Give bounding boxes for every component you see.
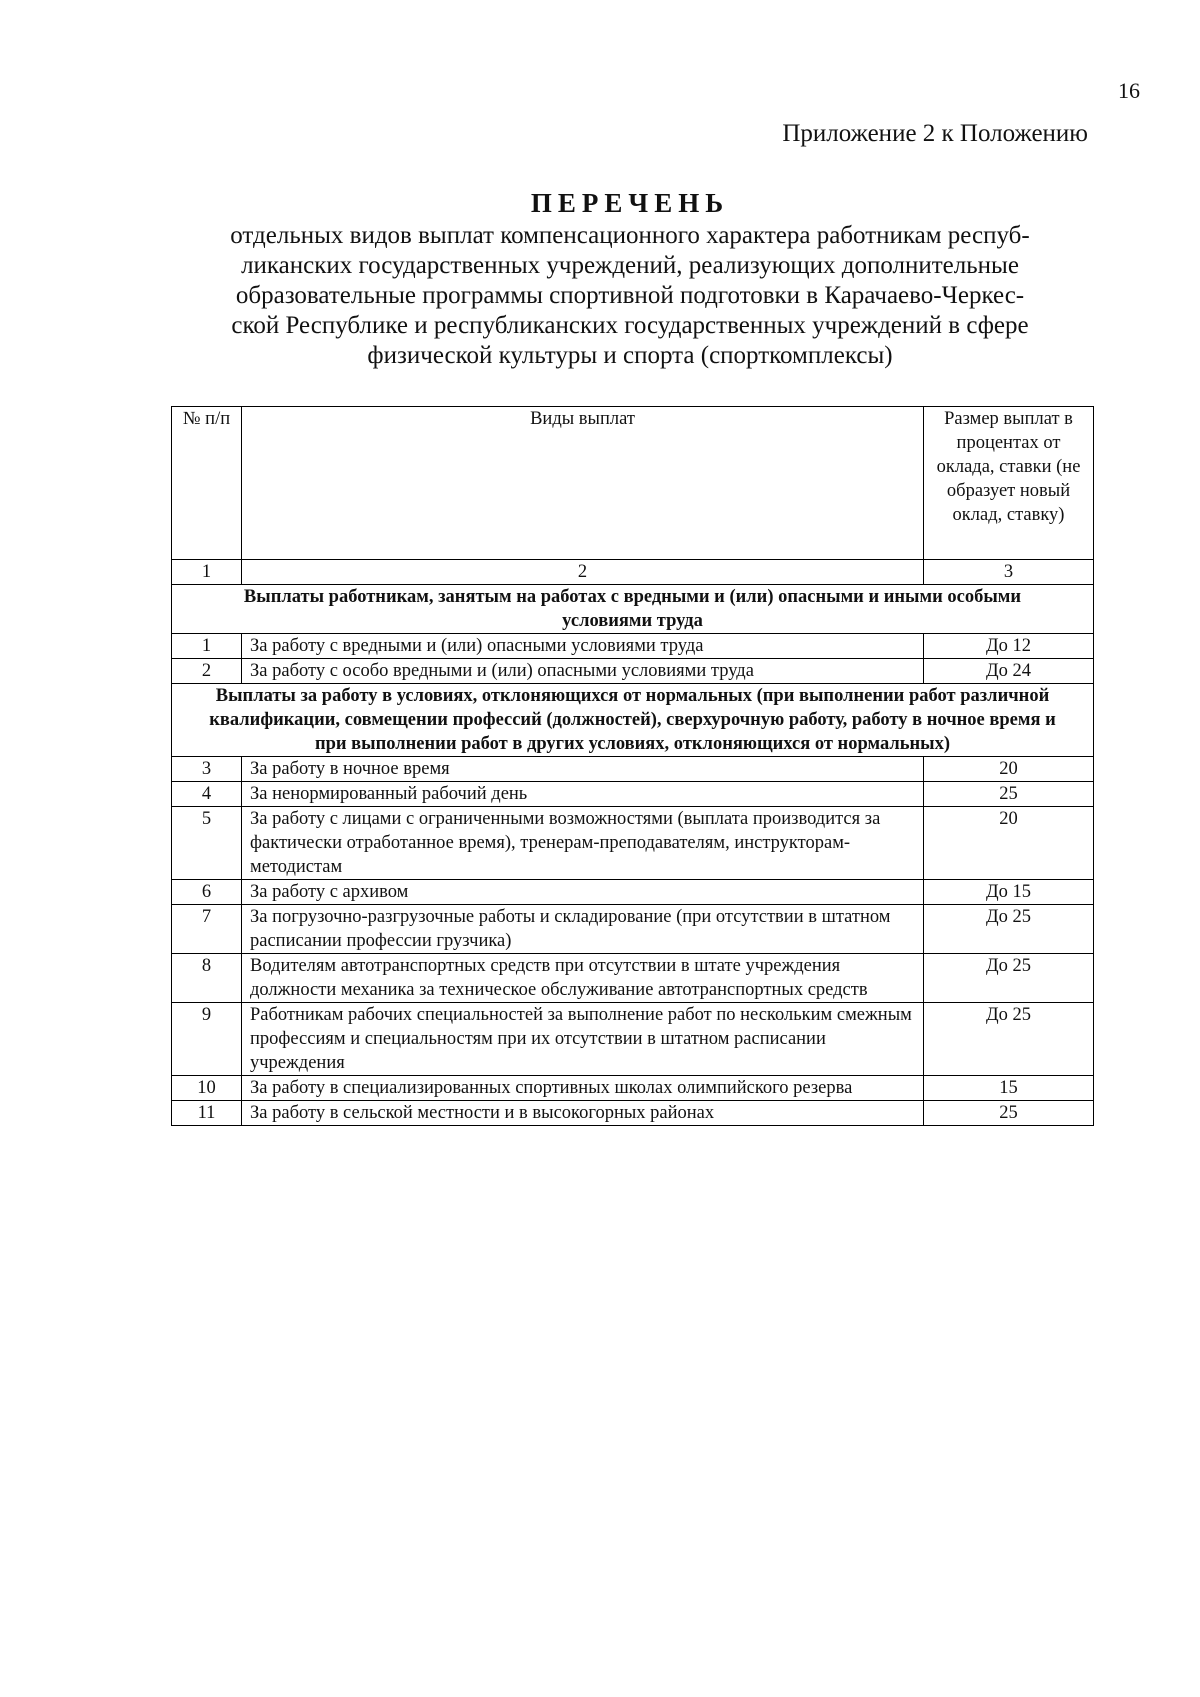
page-number: 16 xyxy=(1118,78,1140,103)
table-row xyxy=(172,659,1094,684)
table-row xyxy=(172,757,1094,782)
row-num: 4 xyxy=(172,782,242,807)
row-num: 7 xyxy=(172,905,242,954)
subtitle-line: ликанских государственных учреждений, реализующих дополнительные xyxy=(241,252,1019,279)
row-type: Работникам рабочих специальностей за выполнение работ по нескольким смежным профессиям и специальностям при их отсутствии в штатном расписании учреждения xyxy=(242,1003,924,1076)
row-type: За работу с особо вредными и (или) опасными условиями труда xyxy=(242,659,924,684)
header-num: № п/п xyxy=(172,407,242,560)
section-header xyxy=(172,585,1094,634)
subtitle-line: образовательные программы спортивной подготовки в Карачаево-Черкес- xyxy=(235,282,1025,309)
row-size: До 12 xyxy=(924,634,1094,659)
row-size: 25 xyxy=(924,1101,1094,1126)
row-type: За работу в ночное время xyxy=(242,757,924,782)
row-size: До 25 xyxy=(924,1003,1094,1076)
section-header xyxy=(172,684,1094,757)
row-size: 20 xyxy=(924,757,1094,782)
row-num: 11 xyxy=(172,1101,242,1126)
table-row xyxy=(172,1003,1094,1076)
header-type: Виды выплат xyxy=(242,407,924,560)
row-size: До 25 xyxy=(924,905,1094,954)
header-size: Размер выплат в процентах от оклада, ставки (не образует новый оклад, ставку) xyxy=(924,407,1094,560)
row-size: 20 xyxy=(924,807,1094,880)
table-row xyxy=(172,905,1094,954)
row-type: За работу с вредными и (или) опасными условиями труда xyxy=(242,634,924,659)
row-type: За погрузочно-разгрузочные работы и складирование (при отсутствии в штатном расписании профессии грузчика) xyxy=(242,905,924,954)
row-size: До 15 xyxy=(924,880,1094,905)
subtitle-line: ской Республике и республиканских государственных учреждений в сфере xyxy=(231,312,1029,339)
col-number: 1 xyxy=(172,560,242,585)
document-title: ПЕРЕЧЕНЬ xyxy=(530,188,730,218)
table-header-row xyxy=(172,407,1094,560)
row-num: 8 xyxy=(172,954,242,1003)
row-type: За работу с архивом xyxy=(242,880,924,905)
row-size: До 24 xyxy=(924,659,1094,684)
table-row xyxy=(172,782,1094,807)
table-row xyxy=(172,1076,1094,1101)
col-number: 3 xyxy=(924,560,1094,585)
row-type: За работу в специализированных спортивных школах олимпийского резерва xyxy=(242,1076,924,1101)
subtitle-line: физической культуры и спорта (спорткомплексы) xyxy=(367,342,893,369)
table-row xyxy=(172,634,1094,659)
col-number: 2 xyxy=(242,560,924,585)
row-type: За работу в сельской местности и в высокогорных районах xyxy=(242,1101,924,1126)
table-row xyxy=(172,807,1094,880)
row-num: 9 xyxy=(172,1003,242,1076)
table-row xyxy=(172,954,1094,1003)
row-num: 6 xyxy=(172,880,242,905)
row-type: Водителям автотранспортных средств при отсутствии в штате учреждения должности механика за техническое обслуживание автотранспортных средств xyxy=(242,954,924,1003)
row-num: 2 xyxy=(172,659,242,684)
row-size: 15 xyxy=(924,1076,1094,1101)
table-row xyxy=(172,1101,1094,1126)
subtitle-line: отдельных видов выплат компенсационного характера работникам респуб- xyxy=(230,222,1030,249)
section-title: Выплаты за работу в условиях, отклоняющихся от нормальных (при выполнении работ различной квалификации, совмещении профессий (должностей), сверхурочную работу, работу в ночное время и при выполнении работ в других условиях, отклоняющихся от нормальных) xyxy=(172,684,1094,757)
row-num: 3 xyxy=(172,757,242,782)
row-type: За работу с лицами с ограниченными возможностями (выплата производится за фактически отработанное время), тренерам-преподавателям, инструкторам-методистам xyxy=(242,807,924,880)
row-type: За ненормированный рабочий день xyxy=(242,782,924,807)
appendix-label: Приложение 2 к Положению xyxy=(782,120,1088,147)
column-number-row xyxy=(172,560,1094,585)
table-row xyxy=(172,880,1094,905)
row-num: 10 xyxy=(172,1076,242,1101)
row-num: 1 xyxy=(172,634,242,659)
section-title: Выплаты работникам, занятым на работах с вредными и (или) опасными и иными особыми условиями труда xyxy=(172,585,1094,634)
document-subtitle xyxy=(160,221,1100,371)
row-size: До 25 xyxy=(924,954,1094,1003)
row-size: 25 xyxy=(924,782,1094,807)
row-num: 5 xyxy=(172,807,242,880)
payments-table xyxy=(171,406,1094,1126)
